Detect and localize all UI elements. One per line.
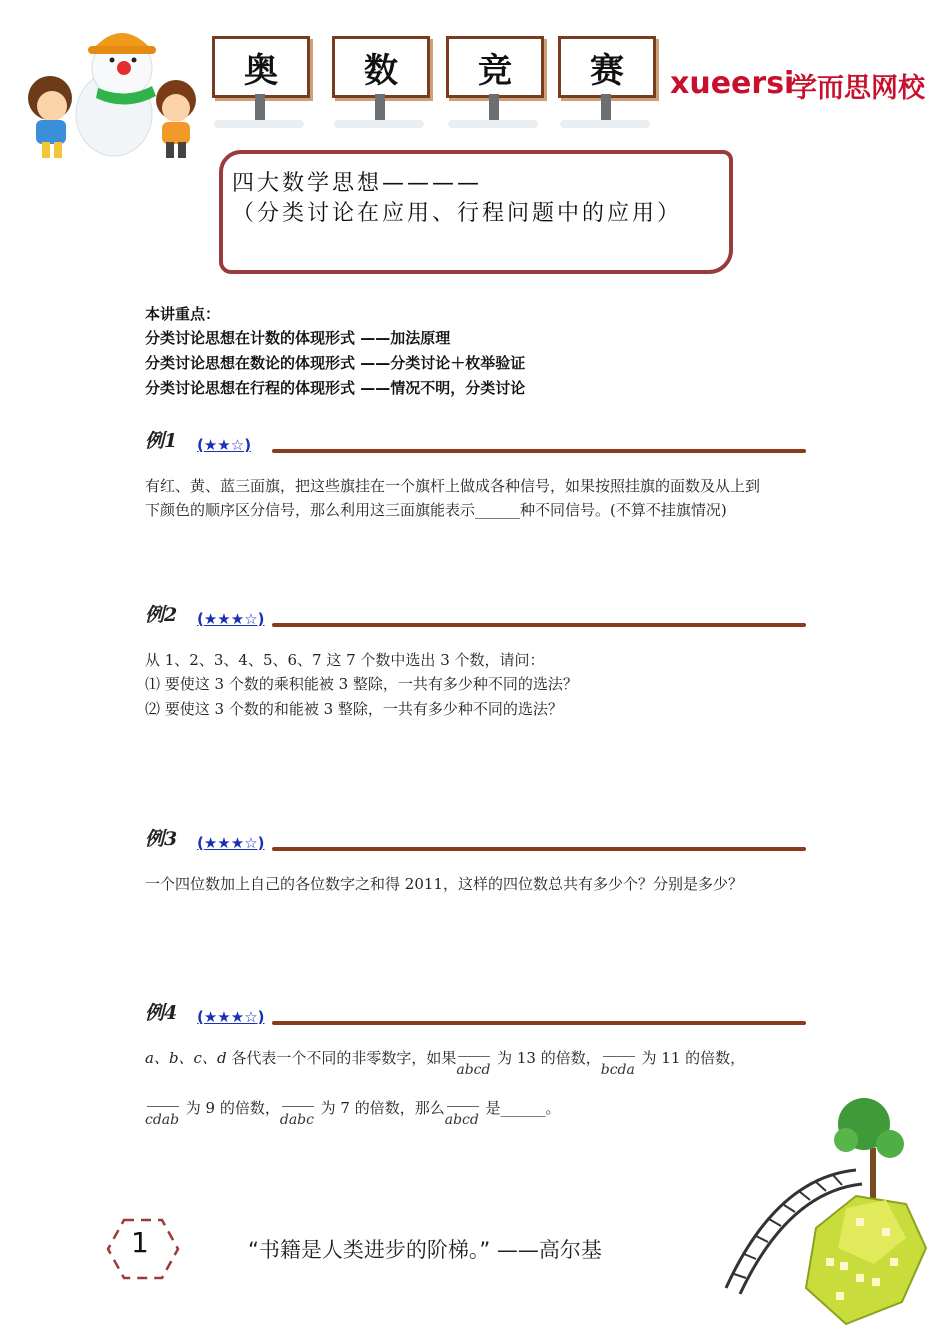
example-2-text-line: ⑵ 要使这 3 个数的和能被 3 整除，一共有多少种不同的选法？ — [145, 700, 563, 718]
header-sign-4: 赛 — [558, 36, 656, 98]
header-sign-1: 奥 — [212, 36, 310, 98]
tree-ladder-illustration — [706, 1088, 942, 1338]
overline-number — [600, 1046, 637, 1078]
example-4-variables: a、b、c、d — [145, 1049, 227, 1067]
snow-base — [334, 120, 424, 128]
example-1-text-line: 下颜色的顺序区分信号，那么利用这三面旗能表示______种不同信号。(不算不挂旗情况) — [145, 501, 727, 519]
overline-label: abcd — [456, 1062, 491, 1078]
example-1-text-line: 有红、黄、蓝三面旗，把这些旗挂在一个旗杆上做成各种信号，如果按照挂旗的面数及从上到 — [145, 477, 761, 495]
overline-number — [279, 1096, 316, 1128]
page-title-line2: （分类讨论在应用、行程问题中的应用） — [232, 201, 683, 226]
overline-label: dabc — [279, 1112, 314, 1128]
example-2-text-line: 从 1、2、3、4、5、6、7 这 7 个数中选出 3 个数，请问： — [145, 651, 545, 669]
footer-quote: “书籍是人类进步的阶梯。” ——高尔基 — [248, 1238, 602, 1262]
example-4-text: 各代表一个不同的非零数字，如果 — [226, 1049, 457, 1067]
page-title-line1: 四大数学思想———— — [232, 171, 483, 196]
kids-snowman-illustration — [16, 16, 206, 166]
example-4-difficulty: (★★★☆) — [197, 1008, 265, 1026]
example-4-text: 为 9 的倍数， — [181, 1099, 280, 1117]
snow-base — [448, 120, 538, 128]
example-4-text: 是______。 — [480, 1099, 561, 1117]
example-4-text: 为 7 的倍数，那么 — [315, 1099, 445, 1117]
example-4-text-row-2 — [145, 1096, 561, 1128]
example-4-text: 为 11 的倍数， — [636, 1049, 746, 1067]
header-sign-2: 数 — [332, 36, 430, 98]
example-2-tag: 例2 — [145, 604, 178, 626]
example-3-difficulty: (★★★☆) — [197, 834, 265, 852]
example-3-tag: 例3 — [145, 828, 178, 850]
header-sign-3: 竞 — [446, 36, 544, 98]
snow-base — [560, 120, 650, 128]
overline-number — [456, 1046, 492, 1078]
example-2-difficulty: (★★★☆) — [197, 610, 265, 628]
example-4-text: 为 13 的倍数， — [492, 1049, 601, 1067]
overline-number — [444, 1096, 481, 1128]
overline-number — [145, 1096, 181, 1128]
key-point-item: 分类讨论思想在数论的体现形式 ——分类讨论＋枚举验证 — [145, 354, 526, 372]
overline-label: bcda — [600, 1062, 635, 1078]
example-1-difficulty: (★★☆) — [197, 436, 252, 454]
example-divider — [272, 1021, 806, 1025]
example-3-text-line: 一个四位数加上自己的各位数字之和得 2011，这样的四位数总共有多少个？分别是多少？ — [145, 875, 743, 893]
example-1-tag: 例1 — [145, 430, 178, 452]
brand-logo-cn: 学而思网校 — [790, 73, 925, 104]
key-points-heading: 本讲重点： — [145, 305, 221, 323]
page-number: 1 — [131, 1226, 149, 1259]
brand-logo-en: xueersi — [670, 66, 795, 101]
example-divider — [272, 847, 806, 851]
snow-base — [214, 120, 304, 128]
overline-label: abcd — [444, 1112, 479, 1128]
example-4-tag: 例4 — [145, 1002, 178, 1024]
key-point-item: 分类讨论思想在行程的体现形式 ——情况不明，分类讨论 — [145, 379, 526, 397]
example-2-text-line: ⑴ 要使这 3 个数的乘积能被 3 整除，一共有多少种不同的选法？ — [145, 675, 578, 693]
example-4-text-row-1 — [145, 1046, 746, 1078]
key-point-item: 分类讨论思想在计数的体现形式 ——加法原理 — [145, 329, 451, 347]
overline-label: cdab — [145, 1112, 180, 1128]
example-divider — [272, 449, 806, 453]
example-divider — [272, 623, 806, 627]
